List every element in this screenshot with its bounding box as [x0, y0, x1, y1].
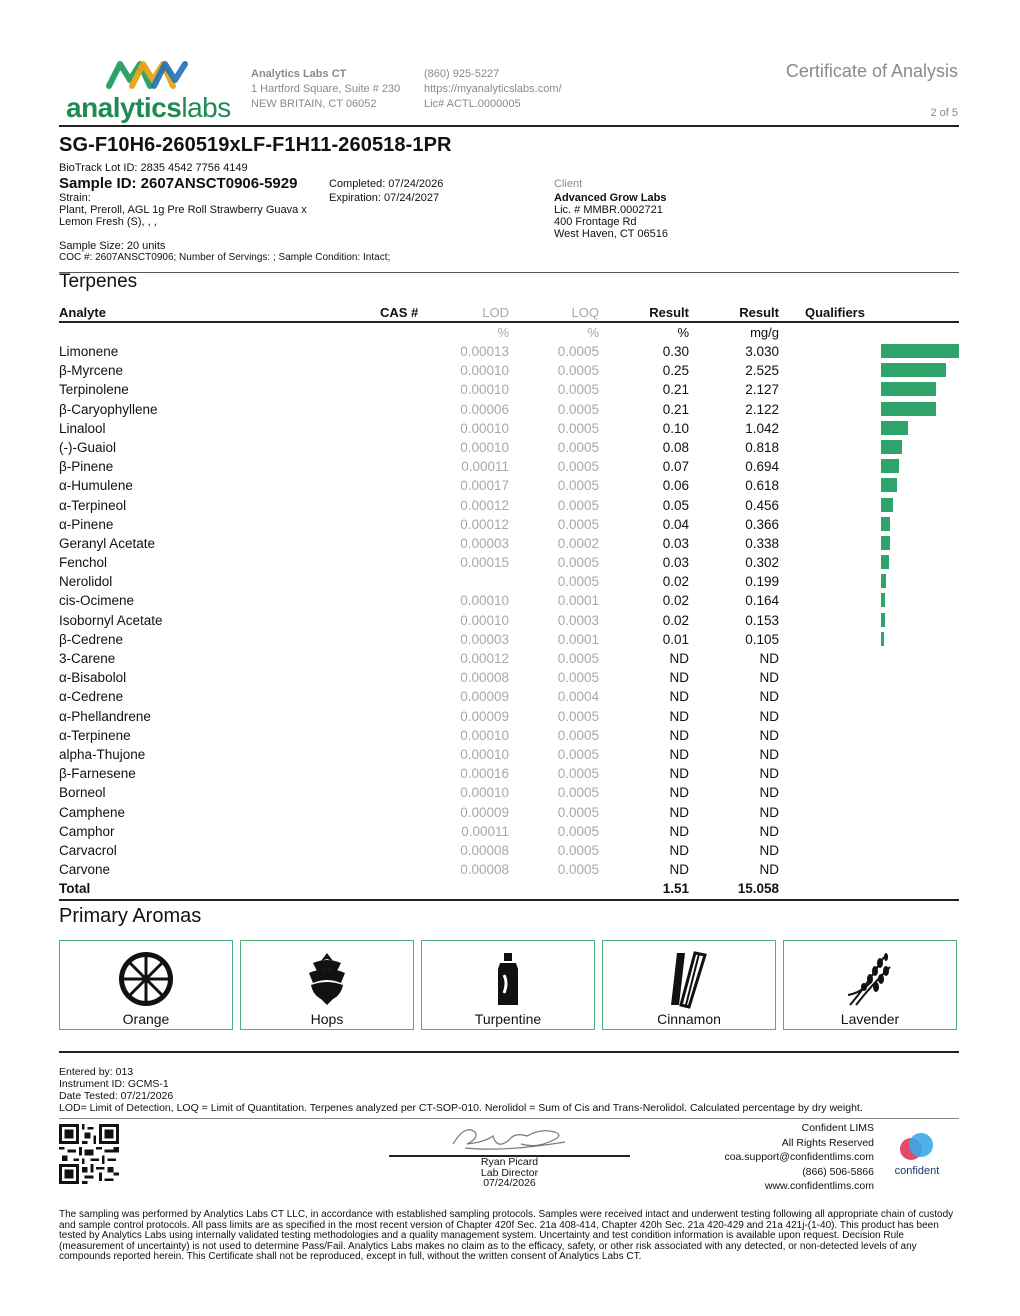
loq-value: 0.0005: [557, 785, 599, 801]
sample-id: Sample ID: 2607ANSCT0906-5929: [59, 175, 298, 192]
result-pct: 0.01: [662, 631, 689, 647]
result-mg: 0.694: [745, 459, 779, 475]
lod-value: 0.00006: [460, 401, 509, 417]
col-lod: LOD: [482, 305, 509, 320]
result-pct: ND: [669, 670, 689, 686]
loq-value: 0.0001: [557, 593, 599, 609]
definitions-note: LOD= Limit of Detection, LOQ = Limit of Quantitation. Terpenes analyzed per CT-SOP-010. Nerolidol = Sum of Cis and Trans-Nerolidol. Calculated percentage by dry weight.: [59, 1102, 863, 1114]
lod-value: 0.00010: [460, 382, 509, 398]
aromas-title: Primary Aromas: [59, 905, 202, 927]
lod-value: 0.00010: [460, 746, 509, 762]
analyte-name: β-Caryophyllene: [59, 401, 158, 417]
lab-address-1: 1 Hartford Square, Suite # 230: [251, 83, 401, 95]
biotrack-id: BioTrack Lot ID: 2835 4542 7756 4149: [59, 162, 248, 174]
table-row: [59, 630, 959, 649]
strain-line-1: Plant, Preroll, AGL 1g Pre Roll Strawberry Guava x: [59, 204, 307, 216]
lims-info: [724, 1121, 874, 1194]
result-pct: 0.07: [662, 459, 689, 475]
table-row: [59, 745, 959, 764]
signature-icon: [445, 1122, 575, 1156]
confident-logo-icon: [897, 1132, 937, 1164]
qr-code-icon: [59, 1124, 119, 1184]
logo-text-bold: analytics: [66, 92, 182, 123]
lod-value: 0.00009: [460, 689, 509, 705]
loq-value: 0.0005: [557, 439, 599, 455]
turpentine-bottle-icon: [478, 949, 538, 1009]
result-mg: 0.818: [745, 439, 779, 455]
signer-name: Ryan Picard: [480, 1156, 539, 1168]
coc-info: COC #: 2607ANSCT0906; Number of Servings: ; Sample Condition: Intact;: [59, 252, 391, 263]
analyte-name: α-Bisabolol: [59, 670, 127, 686]
result-pct: 0.02: [662, 574, 689, 590]
section-divider: [59, 272, 959, 273]
lab-info: [251, 67, 400, 112]
lod-value: 0.00008: [460, 670, 509, 686]
lod-value: 0.00010: [460, 420, 509, 436]
lab-name: Analytics Labs CT: [251, 68, 347, 80]
loq-value: 0.0005: [557, 746, 599, 762]
result-pct: 0.08: [662, 439, 689, 455]
page-number: 2 of 5: [930, 107, 958, 119]
aroma-card-lavender: [783, 940, 957, 1030]
lod-value: 0.00015: [460, 555, 509, 571]
table-row: [59, 419, 959, 438]
result-pct: 0.25: [662, 363, 689, 379]
table-row: [59, 649, 959, 668]
analyte-name: Geranyl Acetate: [59, 535, 156, 551]
logo-mark-icon: [106, 58, 190, 90]
analyte-name: Linalool: [59, 420, 106, 436]
lod-value: 0.00012: [460, 497, 509, 513]
analyte-name: cis-Ocimene: [59, 593, 135, 609]
analyte-name: Carvone: [59, 862, 111, 878]
result-mg: 2.122: [745, 401, 779, 417]
client-name: Advanced Grow Labs: [554, 192, 667, 204]
analyte-name: α-Terpinene: [59, 727, 131, 743]
unit-pct: %: [677, 325, 689, 340]
result-mg: ND: [759, 862, 779, 878]
lims-name: Confident LIMS: [801, 1122, 874, 1134]
disclaimer: The sampling was performed by Analytics Labs CT LLC, in accordance with established sampling protocols. Samples were received intact and underwent testing following all appropriate chain of custody and sample control protocols. All pass limits are as specified in the most recent version of Chapter 420f Sec. 21a 408-414, Chapter 420h Sec. 21a 420-429 and 21a 421j-(1-40). This product has been tested by Analytics Labs using internally validated testing methodologies and a quality management system. Uncertainty and test condition information is available upon request. Decision Rule (measurement of uncertainty) is not used to determine Pass/Fail. Analytics Labs makes no claim as to the efficacy, safety, or other risk associated with any detected, or non-detected levels of any compounds reported herein. This Certificate shall not be reproduced, except in full, without the written consent of Analytics Labs CT.: [59, 1209, 954, 1262]
lod-value: 0.00003: [460, 631, 509, 647]
client-address-2: West Haven, CT 06516: [554, 228, 668, 240]
completed-date: Completed: 07/24/2026: [329, 178, 444, 190]
analyte-name: Camphene: [59, 804, 126, 820]
lab-website[interactable]: https://myanalyticslabs.com/: [424, 83, 562, 95]
table-row: [59, 783, 959, 802]
footer-notes: [59, 1066, 959, 1114]
analyte-name: α-Pinene: [59, 516, 114, 532]
result-mg: 0.164: [745, 593, 779, 609]
analyte-name: Nerolidol: [59, 574, 113, 590]
result-pct: ND: [669, 651, 689, 666]
aroma-card-cinnamon: [602, 940, 776, 1030]
result-pct: ND: [669, 823, 689, 839]
table-row: [59, 803, 959, 822]
analyte-name: β-Pinene: [59, 459, 114, 475]
result-mg: 0.105: [745, 631, 779, 647]
table-row: [59, 668, 959, 687]
lims-phone: (866) 506-5866: [802, 1165, 874, 1178]
result-mg: 0.456: [745, 497, 779, 513]
result-bar: [881, 402, 936, 416]
result-mg: 0.302: [745, 555, 779, 571]
table-row: [59, 515, 959, 534]
signed-date: 07/24/2026: [483, 1177, 536, 1189]
result-mg: ND: [759, 823, 779, 839]
result-pct: 0.03: [662, 555, 689, 571]
col-result-pct: Result: [649, 305, 689, 320]
result-mg: ND: [759, 670, 779, 686]
analyte-name: β-Myrcene: [59, 363, 124, 379]
analyte-name: α-Humulene: [59, 478, 133, 494]
table-row: [59, 841, 959, 860]
unit-mg: mg/g: [750, 325, 779, 340]
result-mg: ND: [759, 804, 779, 820]
loq-value: 0.0005: [557, 401, 599, 417]
lims-logo-text: confident: [894, 1165, 940, 1177]
loq-value: 0.0005: [557, 516, 599, 532]
analyte-name: Carvacrol: [59, 842, 117, 858]
result-pct: ND: [669, 689, 689, 705]
footer-rule: [59, 1118, 959, 1119]
unit-lod: %: [497, 325, 509, 340]
result-mg: ND: [759, 766, 779, 782]
result-pct: ND: [669, 727, 689, 743]
result-mg: 0.618: [745, 478, 779, 494]
table-row: [59, 707, 959, 726]
signer-block: [389, 1157, 630, 1189]
result-bar: [881, 632, 884, 646]
result-pct: ND: [669, 842, 689, 858]
table-row: [59, 764, 959, 783]
col-analyte: Analyte: [59, 305, 106, 320]
result-pct: ND: [669, 785, 689, 801]
analyte-name: α-Phellandrene: [59, 708, 151, 724]
aroma-card-hops: [240, 940, 414, 1030]
loq-value: 0.0005: [557, 862, 599, 878]
cinnamon-stick-icon: [659, 949, 719, 1009]
aroma-label: Lavender: [840, 1011, 900, 1027]
hops-icon: [297, 949, 357, 1009]
terpene-rows: [59, 342, 959, 898]
table-row: [59, 400, 959, 419]
aroma-label: Hops: [310, 1011, 344, 1027]
loq-value: 0.0005: [557, 420, 599, 436]
result-bar: [881, 613, 885, 627]
header-divider: [59, 125, 959, 127]
result-bar: [881, 478, 897, 492]
analyte-name: Terpinolene: [59, 382, 129, 398]
result-bar: [881, 574, 886, 588]
result-bar: [881, 421, 908, 435]
loq-value: 0.0002: [557, 535, 599, 551]
analyte-name: 3-Carene: [59, 651, 116, 666]
result-pct: ND: [669, 746, 689, 762]
date-tested: Date Tested: 07/21/2026: [59, 1090, 174, 1102]
result-bar: [881, 459, 899, 473]
total-mg: 15.058: [737, 881, 779, 897]
lod-value: 0.00008: [460, 842, 509, 858]
table-row: [59, 860, 959, 879]
result-bar: [881, 555, 889, 569]
loq-value: 0.0005: [557, 766, 599, 782]
loq-value: 0.0005: [557, 363, 599, 379]
result-pct: 0.05: [662, 497, 689, 513]
loq-value: 0.0005: [557, 708, 599, 724]
units-row: [59, 325, 959, 341]
result-pct: 0.02: [662, 593, 689, 609]
table-row: [59, 342, 959, 361]
result-pct: 0.10: [662, 420, 689, 436]
result-mg: 1.042: [745, 420, 779, 436]
aroma-label: Orange: [122, 1011, 170, 1027]
result-mg: 0.153: [745, 612, 779, 628]
lab-license: Lic# ACTL.0000005: [424, 98, 521, 110]
result-bar: [881, 517, 890, 531]
lod-value: 0.00003: [460, 535, 509, 551]
terpenes-title: Terpenes: [59, 271, 138, 292]
analyte-name: β-Cedrene: [59, 631, 124, 647]
lims-logo: [884, 1132, 950, 1180]
result-bar: [881, 440, 902, 454]
col-qualifiers: Qualifiers: [805, 305, 865, 320]
total-row: [59, 879, 959, 898]
result-bar: [881, 344, 959, 358]
result-mg: 0.199: [745, 574, 779, 590]
loq-value: 0.0005: [557, 478, 599, 494]
result-pct: 0.30: [662, 344, 689, 359]
result-bar: [881, 382, 936, 396]
lod-value: 0.00012: [460, 651, 509, 666]
lab-address-2: NEW BRITAIN, CT 06052: [251, 98, 377, 110]
table-row: [59, 687, 959, 706]
analyte-name: alpha-Thujone: [59, 746, 146, 762]
result-mg: ND: [759, 727, 779, 743]
table-row: [59, 553, 959, 572]
client-label: Client: [554, 178, 583, 190]
table-row: [59, 534, 959, 553]
result-mg: ND: [759, 689, 779, 705]
lims-email[interactable]: coa.support@confidentlims.com: [724, 1151, 874, 1163]
analyte-name: Fenchol: [59, 555, 108, 571]
doc-title: Certificate of Analysis: [785, 61, 958, 81]
lod-value: 0.00010: [460, 439, 509, 455]
result-mg: 2.525: [745, 363, 779, 379]
lab-contact: [424, 67, 562, 112]
client-license: Lic. # MMBR.0002721: [554, 204, 663, 216]
result-bar: [881, 498, 893, 512]
result-pct: 0.02: [662, 612, 689, 628]
loq-value: 0.0005: [557, 842, 599, 858]
result-pct: ND: [669, 804, 689, 820]
analyte-name: Borneol: [59, 785, 106, 801]
unit-loq: %: [587, 325, 599, 340]
lod-value: 0.00010: [460, 727, 509, 743]
col-loq: LOQ: [571, 305, 599, 320]
loq-value: 0.0005: [557, 382, 599, 398]
loq-value: 0.0001: [557, 631, 599, 647]
lod-value: 0.00013: [460, 344, 509, 359]
analyte-name: α-Terpineol: [59, 497, 127, 513]
loq-value: 0.0005: [557, 804, 599, 820]
lod-value: 0.00011: [461, 459, 509, 475]
orange-slice-icon: [116, 949, 176, 1009]
result-pct: ND: [669, 708, 689, 724]
lab-phone: (860) 925-5227: [424, 68, 500, 80]
analyte-name: Limonene: [59, 344, 119, 359]
result-pct: 0.04: [662, 516, 689, 532]
lims-web[interactable]: www.confidentlims.com: [764, 1180, 874, 1192]
loq-value: 0.0005: [557, 670, 599, 686]
logo-text-light: labs: [181, 92, 231, 123]
lod-value: 0.00009: [460, 708, 509, 724]
analyte-name: Camphor: [59, 823, 115, 839]
lod-value: 0.00010: [460, 612, 509, 628]
result-mg: ND: [759, 842, 779, 858]
signer-title: Lab Director: [480, 1166, 539, 1179]
sample-name: SG-F10H6-260519xLF-F1H11-260518-1PR: [59, 134, 452, 156]
client-address-1: 400 Frontage Rd: [554, 216, 637, 228]
col-cas: CAS #: [380, 305, 419, 320]
table-row: [59, 572, 959, 591]
total-label: Total: [59, 881, 91, 897]
lod-value: 0.00010: [460, 363, 509, 379]
lims-rights: All Rights Reserved: [781, 1136, 874, 1149]
table-row: [59, 591, 959, 610]
table-row: [59, 611, 959, 630]
table-row: [59, 361, 959, 380]
loq-value: 0.0005: [557, 459, 599, 475]
aroma-label: Turpentine: [474, 1011, 542, 1027]
result-pct: 0.03: [662, 535, 689, 551]
result-mg: ND: [759, 708, 779, 724]
table-row: [59, 438, 959, 457]
loq-value: 0.0003: [557, 612, 599, 628]
lod-value: 0.00010: [460, 785, 509, 801]
result-mg: ND: [759, 651, 779, 666]
table-bottom-rule: [59, 899, 959, 901]
result-pct: ND: [669, 766, 689, 782]
loq-value: 0.0005: [557, 651, 599, 666]
lod-value: 0.00008: [460, 862, 509, 878]
result-bar: [881, 536, 890, 550]
sample-size: Sample Size: 20 units: [59, 240, 166, 252]
lod-value: 0.00016: [460, 766, 509, 782]
table-row: [59, 496, 959, 515]
table-row: [59, 457, 959, 476]
result-pct: 0.21: [662, 382, 689, 398]
aromas-bottom-rule: [59, 1051, 959, 1053]
loq-value: 0.0005: [557, 823, 599, 839]
table-row: [59, 726, 959, 745]
table-header-rule: [59, 321, 959, 323]
result-mg: 0.366: [745, 516, 779, 532]
table-row: [59, 822, 959, 841]
result-pct: ND: [669, 862, 689, 878]
expiration-date: Expiration: 07/24/2027: [329, 192, 440, 204]
aroma-label: Cinnamon: [657, 1011, 721, 1027]
instrument-id: Instrument ID: GCMS-1: [59, 1078, 169, 1090]
lod-value: 0.00017: [460, 478, 509, 494]
aroma-card-orange: [59, 940, 233, 1030]
result-mg: ND: [759, 746, 779, 762]
entered-by: Entered by: 013: [59, 1066, 134, 1078]
result-mg: 2.127: [745, 382, 779, 398]
loq-value: 0.0005: [557, 497, 599, 513]
analyte-name: (-)-Guaiol: [59, 439, 117, 455]
loq-value: 0.0005: [557, 727, 599, 743]
loq-value: 0.0005: [557, 344, 599, 359]
table-row: [59, 476, 959, 495]
strain-label: Strain:: [59, 192, 91, 204]
result-bar: [881, 363, 946, 377]
result-bar: [881, 593, 885, 607]
lavender-sprig-icon: [840, 949, 900, 1009]
col-result-mg: Result: [739, 305, 779, 320]
analyte-name: α-Cedrene: [59, 689, 124, 705]
lod-value: 0.00010: [460, 593, 509, 609]
result-mg: ND: [759, 785, 779, 801]
result-pct: 0.21: [662, 401, 689, 417]
total-pct: 1.51: [662, 881, 689, 897]
analyte-name: β-Farnesene: [59, 766, 136, 782]
result-mg: 3.030: [745, 344, 779, 359]
lod-value: 0.00011: [461, 823, 509, 839]
lab-logo: [66, 58, 236, 124]
loq-value: 0.0004: [557, 689, 599, 705]
result-mg: 0.338: [745, 535, 779, 551]
aroma-card-turpentine: [421, 940, 595, 1030]
loq-value: 0.0005: [557, 555, 599, 571]
result-pct: 0.06: [662, 478, 689, 494]
table-row: [59, 380, 959, 399]
loq-value: 0.0005: [557, 574, 599, 590]
lod-value: 0.00009: [460, 804, 509, 820]
strain-line-2: Lemon Fresh (S), , ,: [59, 216, 157, 228]
analyte-name: Isobornyl Acetate: [59, 612, 163, 628]
lod-value: 0.00012: [460, 516, 509, 532]
